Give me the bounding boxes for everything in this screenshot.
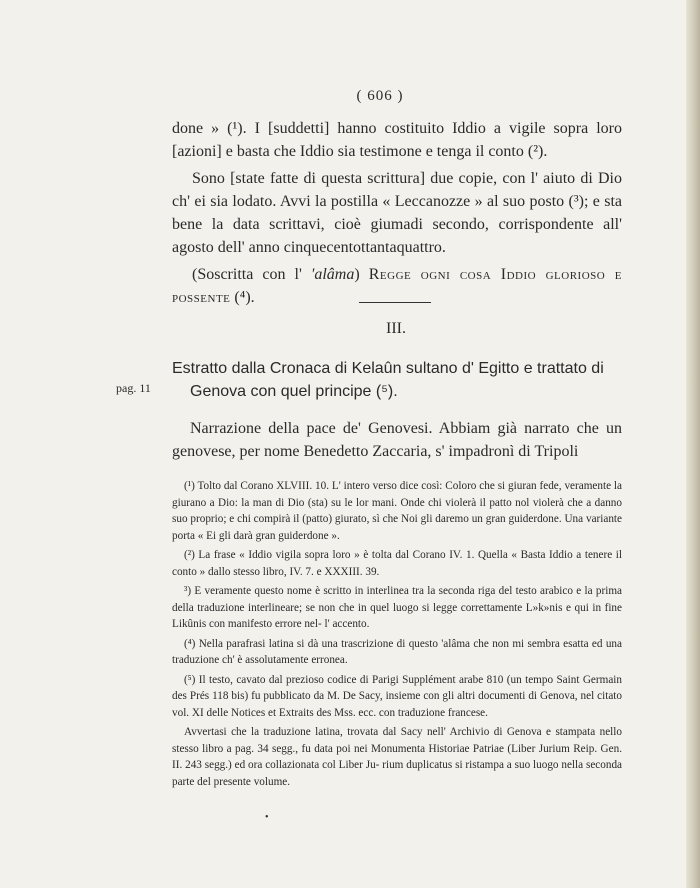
footnote-5-note: Avvertasi che la traduzione latina, trovata dal Sacy nell' Archivio di Genova e stampata nello stesso libro a pag. 34 segg., fu data poi nei Monumenta Historiae Patriae (Liber Jurium Reip. Gen. II. 243 segg.) ed ora collazionata col Liber Ju- rium duplicatus si ristampa a suo luogo nella seconda parte del presente volume. xyxy=(172,726,622,788)
p3-pre: (Soscritta con l' xyxy=(192,266,311,283)
paragraph-1: done » (¹). I [suddetti] hanno costituito Iddio a vigile sopra loro [azioni] e basta che Iddio sia testimone e tenga il conto (²). xyxy=(172,120,622,160)
p3-mid: ) xyxy=(354,266,369,283)
section-heading xyxy=(172,357,622,403)
footnotes xyxy=(172,478,622,793)
p3-post: (⁴). xyxy=(230,289,255,306)
page-edge xyxy=(686,0,700,888)
margin-page-reference: pag. 11 xyxy=(116,381,151,395)
section-body-text: Narrazione della pace de' Genovesi. Abbiam già narrato che un genovese, per nome Benedetto Zaccaria, s' impadronì di Tripoli xyxy=(172,420,622,460)
footnote-2: (²) La frase « Iddio vigila sopra loro » è tolta dal Corano IV. 1. Quella « Basta Iddio a tenere il conto » dallo stesso libro, IV. 7. e XXXIII. 39. xyxy=(172,549,622,578)
heading-line-1: Estratto dalla Cronaca di Kelaûn sultano d' Egitto e trattato di xyxy=(172,360,604,377)
p3-italic: 'alâma xyxy=(310,266,355,283)
page-number: ( 606 ) xyxy=(356,88,404,104)
section-body xyxy=(172,417,622,463)
p3-smallcaps: Regge ogni cosa Iddio glorioso e possente xyxy=(172,266,623,306)
ink-dot: • xyxy=(265,812,269,823)
heading-line-2: Genova con quel principe (⁵). xyxy=(190,383,398,400)
footnote-5: (⁵) Il testo, cavato dal prezioso codice di Parigi Supplément arabe 810 (un tempo Saint Germain des Prés 118 bis) fu pubblicato da M. De Sacy, insieme con gli altri documenti di Genova, nel citato vol. XI delle Notices et Extraits des Mss. ecc. con traduzione francese. xyxy=(172,673,622,719)
footnote-4: (⁴) Nella parafrasi latina si dà una trascrizione di questo 'alâma che non mi sembra esatta ed una traduzione ch' è assolutamente erronea. xyxy=(172,637,622,666)
section-numeral: III. xyxy=(386,320,406,337)
footnote-3: ³) E veramente questo nome è scritto in interlinea tra la seconda riga del testo arabico e la prima della traduzione interlineare; se non che in quel luogo si legge correttamente L»k»nis e qui in fine Likûnis con manifesto errore nel- l' accento. xyxy=(172,585,622,630)
main-text xyxy=(172,117,622,313)
footnote-1: (¹) Tolto dal Corano XLVIII. 10. L' intero verso dice così: Coloro che si giuran fede, veramente la giurano a Dio: la man di Dio (sta) su le lor mani. Onde chi violerà il patto nol violerà che a danno suo proprio; e chi compirà il (patto) giurato, sì che Noi gli daremo un gran guiderdone. Una variante porta « Ei gli darà gran guiderdone ». xyxy=(172,480,622,542)
section-divider xyxy=(359,302,431,303)
paragraph-2: Sono [state fatte di questa scrittura] due copie, con l' aiuto di Dio ch' ei sia lodato. Avvi la postilla « Leccanozze » al suo posto (³); e sta bene la data scrittavi, cioè giumadi secondo, corrispondente all' agosto dell' anno cinquecentottantaquattro. xyxy=(172,170,622,256)
